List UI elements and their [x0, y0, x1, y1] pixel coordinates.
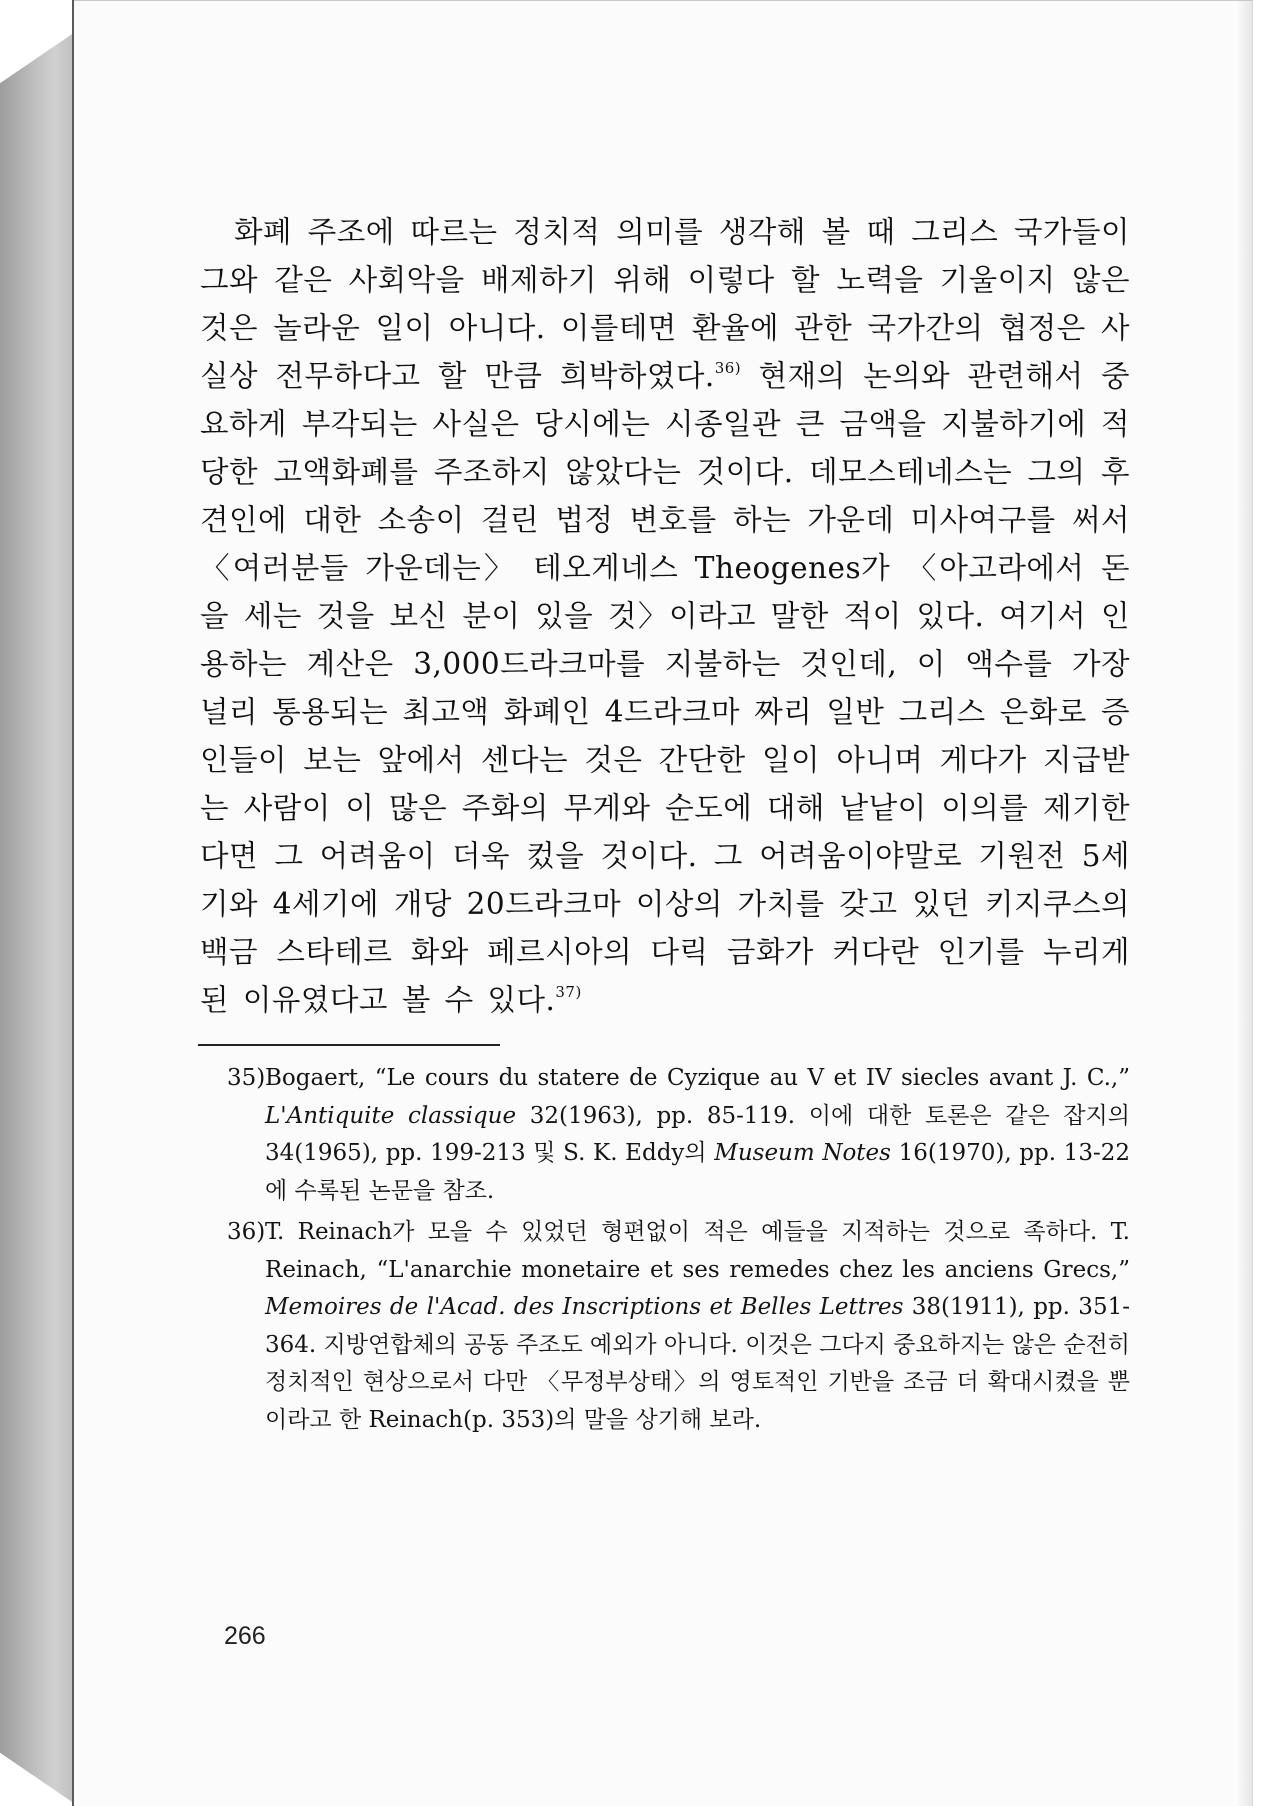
footnote-35 [200, 1060, 1130, 1210]
footnote-text [265, 1065, 1130, 1204]
footnote-text [265, 1219, 1130, 1433]
footnote-text-part: T. Reinach가 모을 수 있었던 형편없이 적은 예들을 지적하는 것으로 족하다. T. Reinach, “L'anarchie monetaire et ses remedes chez les anciens Grecs,” [265, 1219, 1130, 1283]
footnote-text-part: 32(1963), pp. 85-119. 이에 대한 토론은 같은 잡지의 34(1965), pp. 199-213 및 S. K. Eddy의 [265, 1102, 1130, 1166]
footnote-number: 35) [227, 1065, 266, 1091]
footnote-italic-title: Memoires de l'Acad. des Inscriptions et Belles Lettres [265, 1294, 904, 1320]
footnote-ref-37: 37) [555, 983, 582, 1001]
footnote-divider [198, 1044, 500, 1046]
footnote-number: 36) [227, 1219, 266, 1245]
body-text-part-2: 현재의 논의와 관련해서 중요하게 부각되는 사실은 당시에는 시종일관 큰 금액을 지불하기에 적당한 고액화폐를 주조하지 않았다는 것이다. 데모스테네스는 그의 후견인에 대한 소송이 걸린 법정 변호를 하는 가운데 미사여구를 써서 〈여러분들 가운데는〉 테오게네스 Theogenes가 〈아고라에서 돈을 세는 것을 보신 분이 있을 것〉이라고 말한 적이 있다. 여기서 인용하는 계산은 3,000드라크마를 지불하는 것인데, 이 액수를 가장 널리 통용되는 최고액 화폐인 4드라크마 짜리 일반 그리스 은화로 증인들이 보는 앞에서 센다는 것은 간단한 일이 아니며 게다가 지급받는 사람이 이 많은 주화의 무게와 순도에 대해 낱낱이 이의를 제기한다면 그 어려움이 더욱 컸을 것이다. 그 어려움이야말로 기원전 5세기와 4세기에 개당 20드라크마 이상의 가치를 갖고 있던 키지쿠스의 백금 스타테르 화와 페르시아의 다릭 금화가 커다란 인기를 누리게 된 이유였다고 볼 수 있다. [200, 359, 1130, 1017]
body-paragraph [200, 208, 1130, 1024]
footnote-36 [200, 1214, 1130, 1439]
footnote-italic-title: L'Antiquite classique [265, 1102, 517, 1129]
page-number: 266 [224, 1622, 266, 1650]
body-text-part-1: 화폐 주조에 따르는 정치적 의미를 생각해 볼 때 그리스 국가들이 그와 같은 사회악을 배제하기 위해 이렇다 할 노력을 기울이지 않은 것은 놀라운 일이 아니다. 이를테면 환율에 관한 국가간의 협정은 사실상 전무하다고 할 만큼 희박하였다. [200, 215, 1130, 393]
footnotes [200, 1060, 1130, 1439]
footnote-ref-36: 36) [714, 359, 742, 377]
footnote-text-part: Bogaert, “Le cours du statere de Cyzique au V et IV siecles avant J. C.,” [265, 1065, 1130, 1091]
footnote-text-part: 38(1911), pp. 351-364. 지방연합체의 공동 주조도 예외가 아니다. 이것은 그다지 중요하지는 않은 순전히 정치적인 현상으로서 다만 〈무정부상태〉의 영토적인 기반을 조금 더 확대시켰을 뿐이라고 한 Reinach(p. 353)의 말을 상기해 보라. [265, 1294, 1130, 1433]
footnote-italic-title: Museum Notes [714, 1140, 891, 1166]
book-spine [0, 30, 78, 1806]
page-content [200, 208, 1130, 1443]
footnote-text-part: 16(1970), pp. 13-22에 수록된 논문을 참조. [265, 1140, 1130, 1204]
page-edge-shadow [1234, 1, 1252, 1806]
